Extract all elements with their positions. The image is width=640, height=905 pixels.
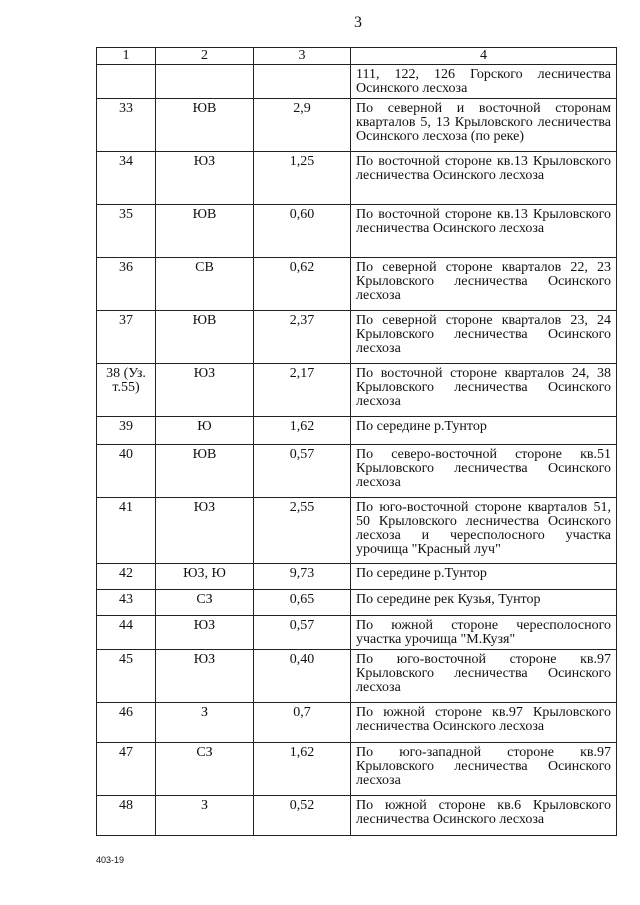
table-row — [97, 152, 617, 205]
row-number-cell: 47 — [97, 743, 156, 796]
table-row — [97, 364, 617, 417]
length-cell: 1,25 — [254, 152, 351, 205]
table-row — [97, 205, 617, 258]
description-cell: 111, 122, 126 Горского лесничества Осинского лесхоза — [351, 65, 617, 99]
description-cell: По северо-восточной стороне кв.51 Крыловского лесничества Осинского лесхоза — [351, 445, 617, 498]
document-code: 403-19 — [96, 855, 125, 865]
table-row — [97, 590, 617, 616]
length-cell — [254, 65, 351, 99]
length-cell: 2,9 — [254, 99, 351, 152]
description-cell: По середине рек Кузья, Тунтор — [351, 590, 617, 616]
description-cell: По северной стороне кварталов 22, 23 Крыловского лесничества Осинского лесхоза — [351, 258, 617, 311]
table-row — [97, 258, 617, 311]
length-cell: 0,52 — [254, 796, 351, 836]
row-number-cell: 34 — [97, 152, 156, 205]
description-cell: По восточной стороне кварталов 24, 38 Крыловского лесничества Осинского лесхоза — [351, 364, 617, 417]
header-col-1: 1 — [97, 48, 156, 65]
description-cell: По середине р.Тунтор — [351, 417, 617, 445]
table-row — [97, 796, 617, 836]
direction-cell: СВ — [156, 258, 254, 311]
row-number-cell: 41 — [97, 498, 156, 564]
description-cell: По юго-западной стороне кв.97 Крыловского лесничества Осинского лесхоза — [351, 743, 617, 796]
table-row — [97, 445, 617, 498]
table-row — [97, 498, 617, 564]
direction-cell: ЮЗ — [156, 498, 254, 564]
row-number-cell: 37 — [97, 311, 156, 364]
description-cell: По северной и восточной сторонам кварталов 5, 13 Крыловского лесничества Осинского лесхоза (по реке) — [351, 99, 617, 152]
length-cell: 0,65 — [254, 590, 351, 616]
description-cell: По южной стороне кв.6 Крыловского лесничества Осинского лесхоза — [351, 796, 617, 836]
row-number-cell: 38 (Уз. т.55) — [97, 364, 156, 417]
row-number-cell: 48 — [97, 796, 156, 836]
table-body — [97, 65, 617, 836]
direction-cell: ЮВ — [156, 205, 254, 258]
table-row — [97, 311, 617, 364]
table-row — [97, 65, 617, 99]
row-number-cell: 36 — [97, 258, 156, 311]
length-cell: 2,55 — [254, 498, 351, 564]
direction-cell: ЮЗ, Ю — [156, 564, 254, 590]
table-row — [97, 616, 617, 650]
header-col-2: 2 — [156, 48, 254, 65]
description-cell: По середине р.Тунтор — [351, 564, 617, 590]
direction-cell: СЗ — [156, 743, 254, 796]
direction-cell: ЮЗ — [156, 616, 254, 650]
table-row — [97, 743, 617, 796]
table-row — [97, 703, 617, 743]
length-cell: 0,62 — [254, 258, 351, 311]
boundary-table — [96, 47, 617, 836]
row-number-cell: 35 — [97, 205, 156, 258]
length-cell: 0,57 — [254, 616, 351, 650]
length-cell: 0,60 — [254, 205, 351, 258]
table-row — [97, 650, 617, 703]
description-cell: По восточной стороне кв.13 Крыловского лесничества Осинского лесхоза — [351, 152, 617, 205]
length-cell: 9,73 — [254, 564, 351, 590]
table-row — [97, 99, 617, 152]
table-row — [97, 417, 617, 445]
direction-cell: ЮВ — [156, 99, 254, 152]
direction-cell: ЮВ — [156, 445, 254, 498]
length-cell: 0,40 — [254, 650, 351, 703]
direction-cell: ЮЗ — [156, 364, 254, 417]
row-number-cell — [97, 65, 156, 99]
row-number-cell: 45 — [97, 650, 156, 703]
description-cell: По восточной стороне кв.13 Крыловского лесничества Осинского лесхоза — [351, 205, 617, 258]
row-number-cell: 43 — [97, 590, 156, 616]
direction-cell: ЮЗ — [156, 152, 254, 205]
length-cell: 1,62 — [254, 417, 351, 445]
table-row — [97, 564, 617, 590]
direction-cell: ЮВ — [156, 311, 254, 364]
direction-cell — [156, 65, 254, 99]
direction-cell: З — [156, 703, 254, 743]
direction-cell: ЮЗ — [156, 650, 254, 703]
length-cell: 1,62 — [254, 743, 351, 796]
row-number-cell: 33 — [97, 99, 156, 152]
header-col-3: 3 — [254, 48, 351, 65]
length-cell: 2,17 — [254, 364, 351, 417]
page-number: 3 — [354, 14, 362, 31]
description-cell: По юго-восточной стороне кв.97 Крыловского лесничества Осинского лесхоза — [351, 650, 617, 703]
row-number-cell: 39 — [97, 417, 156, 445]
direction-cell: СЗ — [156, 590, 254, 616]
description-cell: По северной стороне кварталов 23, 24 Крыловского лесничества Осинского лесхоза — [351, 311, 617, 364]
length-cell: 0,57 — [254, 445, 351, 498]
row-number-cell: 42 — [97, 564, 156, 590]
table-header-row — [97, 48, 617, 65]
description-cell: По южной стороне кв.97 Крыловского лесничества Осинского лесхоза — [351, 703, 617, 743]
row-number-cell: 40 — [97, 445, 156, 498]
row-number-cell: 44 — [97, 616, 156, 650]
length-cell: 0,7 — [254, 703, 351, 743]
direction-cell: Ю — [156, 417, 254, 445]
header-col-4: 4 — [351, 48, 617, 65]
description-cell: По юго-восточной стороне кварталов 51, 50 Крыловского лесничества Осинского лесхоза и чересполосного участка урочища "Красный луч" — [351, 498, 617, 564]
row-number-cell: 46 — [97, 703, 156, 743]
description-cell: По южной стороне чересполосного участка урочища "М.Кузя" — [351, 616, 617, 650]
length-cell: 2,37 — [254, 311, 351, 364]
direction-cell: З — [156, 796, 254, 836]
